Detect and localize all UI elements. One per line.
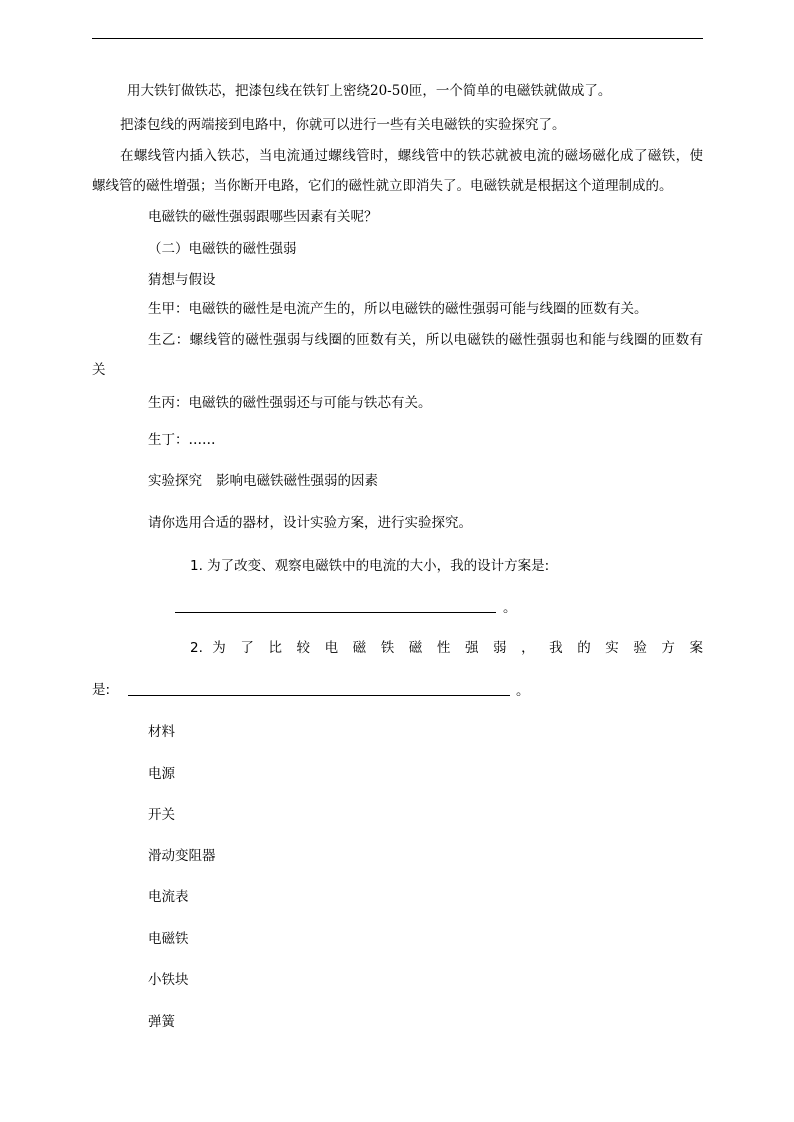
hypothesis-bing: 生丙：电磁铁的磁性强弱还与可能与铁芯有关。: [148, 395, 432, 411]
section-subheading: 猜想与假设: [148, 272, 216, 288]
material-item: 小铁块: [148, 972, 189, 988]
section-heading: （二）电磁铁的磁性强弱: [148, 241, 297, 257]
hypothesis-yi-line2: 关: [92, 362, 106, 378]
paragraph-iron-core-line1: 在螺线管内插入铁芯，当电流通过螺线管时，螺线管中的铁芯就被电流的磁场磁化成了磁铁，使: [120, 148, 703, 164]
hypothesis-ding: 生丁：……: [148, 432, 216, 448]
experiment-instruction: 请你选用合适的器材，设计实验方案，进行实验探究。: [148, 515, 472, 531]
material-item: 电源: [148, 766, 175, 782]
experiment-title-topic: 影响电磁铁磁性强弱的因素: [216, 473, 378, 489]
header-rule: [92, 38, 703, 39]
question-item-2-prefix: 是:: [92, 682, 111, 698]
answer-blank-1[interactable]: [175, 612, 496, 613]
paragraph-make-electromagnet: 用大铁钉做铁芯，把漆包线在铁钉上密绕20-50匝，一个简单的电磁铁就做成了。: [127, 83, 612, 99]
answer-blank-2[interactable]: [128, 695, 510, 696]
material-item: 开关: [148, 807, 175, 823]
question-text: 电磁铁的磁性强弱跟哪些因素有关呢？: [148, 209, 378, 225]
question-item-2: 2. 为 了 比 较 电 磁 铁 磁 性 强 弱 ， 我 的 实 验 方 案: [190, 640, 703, 656]
material-item: 电流表: [148, 889, 189, 905]
experiment-title-label: 实验探究: [148, 473, 202, 489]
experiment-title: [148, 471, 378, 491]
paragraph-connect-circuit: 把漆包线的两端接到电路中，你就可以进行一些有关电磁铁的实验探究了。: [120, 117, 566, 133]
material-item: 弹簧: [148, 1014, 175, 1030]
paragraph-iron-core-line2: 螺线管的磁性增强；当你断开电路，它们的磁性就立即消失了。电磁铁就是根据这个道理制成的。: [92, 178, 673, 194]
materials-heading: 材料: [148, 724, 175, 740]
question-item-1: 1. 为了改变、观察电磁铁中的电流的大小，我的设计方案是:: [190, 558, 550, 574]
hypothesis-jia: 生甲：电磁铁的磁性是电流产生的，所以电磁铁的磁性强弱可能与线圈的匝数有关。: [148, 301, 648, 317]
material-item: 电磁铁: [148, 931, 189, 947]
material-item: 滑动变阻器: [148, 848, 216, 864]
hypothesis-yi-line1: 生乙：螺线管的磁性强弱与线圈的匝数有关，所以电磁铁的磁性强弱也和能与线圈的匝数有: [148, 332, 703, 348]
answer-1-period: 。: [503, 600, 517, 616]
answer-2-period: 。: [516, 683, 530, 699]
